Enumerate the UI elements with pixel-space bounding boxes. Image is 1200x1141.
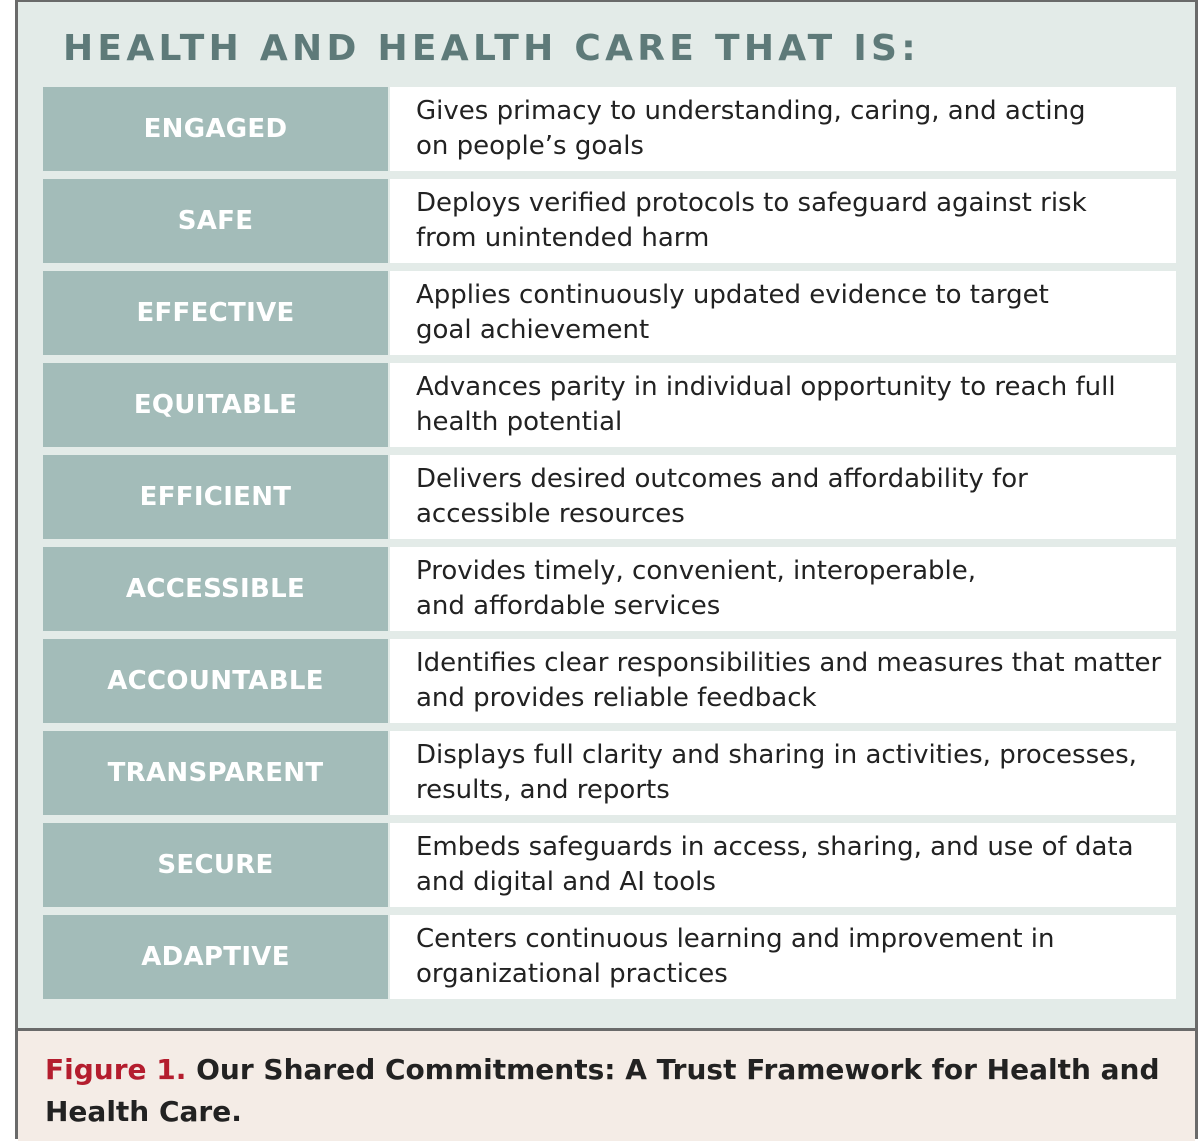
- table-row: [43, 547, 1176, 631]
- table-row: [43, 731, 1176, 815]
- row-label: ENGAGED: [43, 87, 388, 171]
- row-description: Advances parity in individual opportunity to reach full health potential: [390, 363, 1176, 447]
- row-description: Embeds safeguards in access, sharing, and use of data and digital and AI tools: [390, 823, 1176, 907]
- figure-caption: [45, 1049, 1165, 1133]
- figure-number: Figure 1.: [45, 1053, 187, 1086]
- row-description: Centers continuous learning and improvement in organizational practices: [390, 915, 1176, 999]
- row-label: TRANSPARENT: [43, 731, 388, 815]
- row-description: Applies continuously updated evidence to target goal achievement: [390, 271, 1176, 355]
- row-description: Identifies clear responsibilities and measures that matter and provides reliable feedback: [390, 639, 1176, 723]
- row-label: ACCESSIBLE: [43, 547, 388, 631]
- row-label: EFFICIENT: [43, 455, 388, 539]
- figure-title: Our Shared Commitments: A Trust Framework for Health and Health Care.: [45, 1053, 1160, 1128]
- row-label: EFFECTIVE: [43, 271, 388, 355]
- row-description: Provides timely, convenient, interoperable, and affordable services: [390, 547, 1176, 631]
- framework-table: [43, 87, 1176, 1007]
- table-row: [43, 915, 1176, 999]
- row-label: EQUITABLE: [43, 363, 388, 447]
- row-label: ACCOUNTABLE: [43, 639, 388, 723]
- row-description: Displays full clarity and sharing in activities, processes, results, and reports: [390, 731, 1176, 815]
- row-description: Deploys verified protocols to safeguard against risk from unintended harm: [390, 179, 1176, 263]
- row-description: Gives primacy to understanding, caring, and acting on people’s goals: [390, 87, 1176, 171]
- table-row: [43, 823, 1176, 907]
- table-row: [43, 455, 1176, 539]
- row-label: ADAPTIVE: [43, 915, 388, 999]
- row-label: SECURE: [43, 823, 388, 907]
- row-label: SAFE: [43, 179, 388, 263]
- figure-caption-area: [18, 1028, 1195, 1141]
- figure-frame: [15, 0, 1198, 1139]
- table-row: [43, 363, 1176, 447]
- figure-heading: HEALTH AND HEALTH CARE THAT IS:: [63, 28, 920, 69]
- table-row: [43, 639, 1176, 723]
- table-row: [43, 179, 1176, 263]
- table-row: [43, 87, 1176, 171]
- table-row: [43, 271, 1176, 355]
- row-description: Delivers desired outcomes and affordability for accessible resources: [390, 455, 1176, 539]
